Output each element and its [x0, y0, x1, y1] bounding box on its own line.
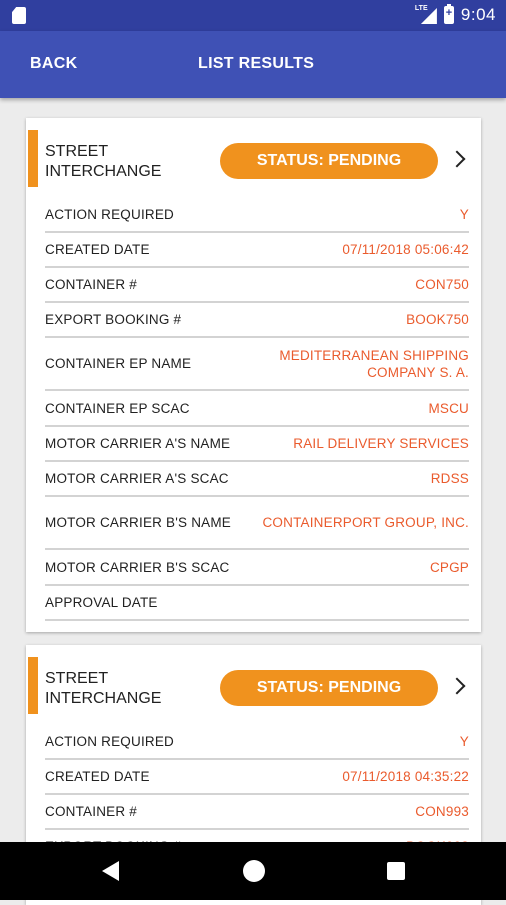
detail-label: CONTAINER #: [45, 804, 137, 819]
navigation-bar: [0, 842, 506, 900]
result-card[interactable]: [26, 118, 481, 632]
status-bar: [0, 0, 506, 31]
nav-back-icon[interactable]: [102, 861, 119, 881]
sim-card-icon: [12, 7, 26, 24]
nav-recents-icon[interactable]: [387, 862, 405, 880]
card-details: [45, 198, 469, 621]
detail-value: MEDITERRANEAN SHIPPING COMPANY S. A.: [279, 347, 469, 380]
card-accent-bar: [28, 657, 38, 714]
detail-label: CONTAINER EP SCAC: [45, 400, 190, 416]
detail-row: [45, 303, 469, 338]
chevron-right-icon[interactable]: [449, 151, 466, 168]
card-title: STREET INTERCHANGE: [45, 143, 162, 180]
detail-label: MOTOR CARRIER B'S SCAC: [45, 559, 230, 575]
detail-row: [45, 760, 469, 795]
detail-label: MOTOR CARRIER A'S NAME: [45, 436, 231, 451]
detail-row: [45, 795, 469, 830]
detail-value: RDSS: [430, 471, 469, 486]
detail-label: CONTAINER EP NAME: [45, 356, 192, 371]
clock: 9:04: [460, 5, 496, 24]
detail-row: [45, 462, 469, 497]
detail-value: CON750: [415, 277, 469, 292]
detail-value: BOOK750: [406, 312, 469, 327]
detail-row: [45, 391, 469, 427]
detail-value: 07/11/2018 04:35:22: [342, 769, 469, 784]
battery-icon: +: [444, 6, 454, 24]
detail-value: CPGP: [429, 559, 469, 575]
detail-row: [45, 268, 469, 303]
detail-value: Y: [459, 207, 469, 222]
detail-row: [45, 427, 469, 462]
detail-label: ACTION REQUIRED: [45, 207, 175, 222]
detail-label: EXPORT BOOKING #: [45, 312, 182, 327]
status-badge[interactable]: STATUS: PENDING: [220, 143, 438, 179]
detail-row: [45, 586, 469, 621]
detail-label: ACTION REQUIRED: [45, 734, 175, 749]
results-list[interactable]: [0, 98, 506, 842]
card-title: STREET INTERCHANGE: [45, 670, 162, 707]
detail-row: [45, 338, 469, 391]
detail-row: [45, 233, 469, 268]
detail-row: [45, 497, 469, 550]
detail-label: MOTOR CARRIER A'S SCAC: [45, 471, 229, 486]
detail-value: 07/11/2018 05:06:42: [342, 242, 469, 257]
detail-value: CON993: [415, 804, 469, 819]
back-button[interactable]: BACK: [30, 55, 78, 72]
detail-value: CONTAINERPORT GROUP, INC.: [262, 515, 469, 530]
signal-icon: [414, 5, 437, 24]
page-title: LIST RESULTS: [198, 55, 315, 72]
nav-home-icon[interactable]: [243, 860, 265, 882]
detail-label: CREATED DATE: [45, 242, 150, 257]
detail-value: Y: [459, 734, 469, 749]
detail-row: [45, 550, 469, 586]
detail-label: MOTOR CARRIER B'S NAME: [45, 515, 231, 530]
app-bar: [0, 31, 506, 98]
card-accent-bar: [28, 130, 38, 187]
detail-label: CREATED DATE: [45, 769, 150, 784]
detail-value: MSCU: [428, 400, 469, 416]
network-type: LTE: [414, 5, 428, 12]
chevron-right-icon[interactable]: [449, 678, 466, 695]
detail-row: [45, 198, 469, 233]
detail-value: RAIL DELIVERY SERVICES: [293, 436, 469, 451]
status-badge[interactable]: STATUS: PENDING: [220, 670, 438, 706]
detail-label: APPROVAL DATE: [45, 595, 158, 610]
detail-row: [45, 725, 469, 760]
detail-label: CONTAINER #: [45, 277, 137, 292]
